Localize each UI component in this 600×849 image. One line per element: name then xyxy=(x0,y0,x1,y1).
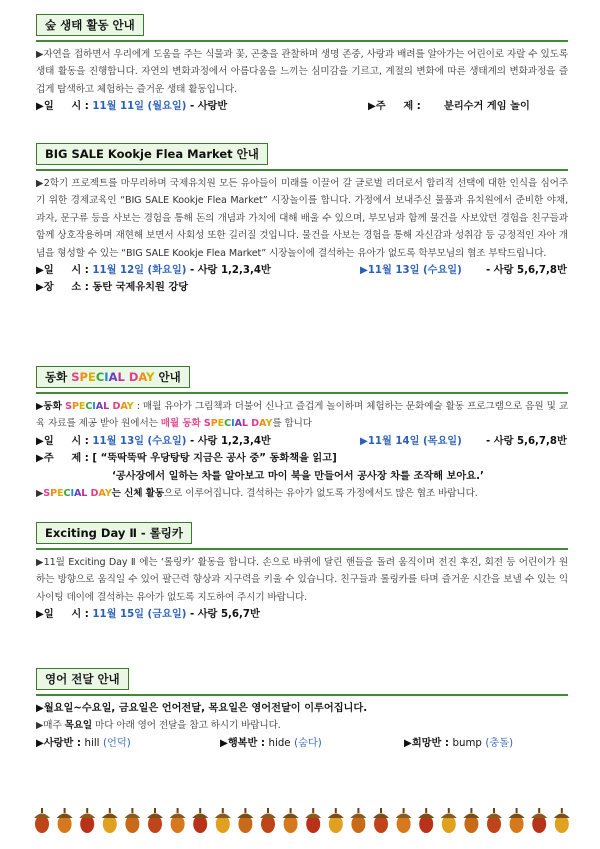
section-paragraph: ▶2학기 프로젝트를 마무리하며 국제유치원 모든 유아들이 미래를 이끌어 갈 글로벌 리더로서 합리적 선택에 대한 인식을 심어주기 위한 경제교육인 “BIG SALE Kookje Flea Market” 시장놀이를 합니다. 가정에서 보내주신 물품과 유치원에서 준비한 야채, 과자, 문구류 등을 사보는 경험을 통해 돈의 개념과 가치에 대해 배울 수 있으며, 부모님과 함께 물건을 사보았던 경험을 친구들과 함께 상호작용하며 재현해 보면서 사회성 또한 길러질 것입니다. 물건을 사보는 경험을 통해 자신감과 성취감 등 긍정적인 자아 개념을 형성할 수 있는 “BIG SALE Kookje Flea Market” 시장놀이에 결석하는 유아가 없도록 학부모님의 협조 부탁드립니다. xyxy=(36,178,568,259)
acorn-icon xyxy=(124,808,140,833)
acorn-icon xyxy=(260,808,276,833)
date-label: ▶일 시 : xyxy=(36,609,89,621)
theme-row-2 xyxy=(36,468,568,485)
section-footer-note xyxy=(36,485,568,502)
special-day-rainbow: SPECIAL DAY xyxy=(203,418,273,430)
para-end: 를 합니다 xyxy=(272,418,312,430)
english-line-1: ▶월요일~수요일, 금요일은 언어전달, 목요일은 영어전달이 이루어집니다. xyxy=(36,703,368,714)
footer-prefix: ▶ xyxy=(36,487,44,499)
section-special-day xyxy=(36,366,568,502)
word-meaning: (충돌) xyxy=(485,737,514,749)
schedule-row xyxy=(36,262,568,279)
section-paragraph: ▶자연을 접하면서 우리에게 도움을 주는 식물과 꽃, 곤충을 관찰하며 생명 존중, 사랑과 배려를 알아가는 어린이로 자랄 수 있도록 생태 활동을 진행합니다. 자연의 변화과정에서 아름다움을 느끼는 심미감을 기르고, 계절의 변화에 따른 생태계의 변화과정을 즐겁게 탐색하고 체험하는 즐거운 생태 활동입니다. xyxy=(36,49,568,95)
date-value: 11월 15일 (금요일) xyxy=(92,609,187,621)
class-word-2 xyxy=(404,735,513,752)
acorn-icon xyxy=(463,808,479,833)
acorn-icon xyxy=(283,808,299,833)
class-word-0 xyxy=(36,735,131,752)
class-word-1 xyxy=(220,735,322,752)
section-divider xyxy=(36,694,568,696)
class-value: - 사랑 1,2,3,4반 xyxy=(189,435,271,447)
schedule-row xyxy=(36,98,568,115)
para-mid: : 매월 유아가 그림책과 더불어 신나고 즐겁게 놀이하며 체험하는 문화예술 활동 프로그램으로 음원 및 교육 자료를 제공 받아 원에서는 xyxy=(36,401,568,430)
date-value: 11월 12일 (화요일) xyxy=(92,265,187,277)
acorn-icon xyxy=(170,808,186,833)
acorn-icon xyxy=(102,808,118,833)
date-label: ▶일 시 : xyxy=(36,101,89,113)
word-meaning: (숨다) xyxy=(294,737,322,749)
date-value-2: ▶11월 13일 (수요일) xyxy=(360,265,462,277)
section-title: 영어 전달 안내 xyxy=(36,668,129,690)
class-value-2: - 사랑 5,6,7,8반 xyxy=(486,265,567,277)
word-meaning: (언덕) xyxy=(103,737,131,749)
acorn-icon xyxy=(237,808,253,833)
acorn-icon xyxy=(350,808,366,833)
section-title: BIG SALE Kookje Flea Market 안내 xyxy=(36,143,268,165)
class-value: - 사랑 1,2,3,4반 xyxy=(189,265,271,277)
english-line-2 xyxy=(36,717,568,734)
acorn-icon xyxy=(373,808,389,833)
section-title: 숲 생태 활동 안내 xyxy=(36,14,144,36)
theme-value: [ “뚝딱뚝딱 우당탕탕 지금은 공사 중” 동화책을 읽고] xyxy=(92,453,337,465)
special-day-rainbow: SPECIAL DAY xyxy=(65,401,134,412)
acorn-icon xyxy=(328,808,344,833)
class-label: ▶사랑반 : xyxy=(36,737,81,749)
theme-value: 분리수거 게임 놀이 xyxy=(444,101,530,113)
place-row xyxy=(36,279,568,296)
section-flea-market xyxy=(36,143,568,297)
place-label: ▶장 소 : xyxy=(36,282,89,294)
section-divider xyxy=(36,169,568,171)
section-paragraph: ▶11월 Exciting Day Ⅱ 에는 ‘롤링카’ 활동을 합니다. 손으로 바퀴에 달린 핸들을 돌려 움직이며 전진 후진, 회전 등 어린이가 원하는 방향으로 움직일 수 있어 팔근력 향상과 지구력을 키울 수 있습니다. 친구들과 롤링카를 타며 즐거운 시간을 보낼 수 있는 익사이팅 데이에 결석하는 유아가 없도록 지도하여 주시기 바랍니다. xyxy=(36,557,568,603)
acorn-border xyxy=(32,805,572,835)
class-value-2: - 사랑 5,6,7,8반 xyxy=(486,435,567,447)
theme-label: ▶주 제 : xyxy=(36,453,89,465)
line2-prefix: ▶매주 xyxy=(36,720,65,732)
acorn-icon xyxy=(531,808,547,833)
acorn-icon xyxy=(305,808,321,833)
footer-rest: 으로 이루어집니다. 결석하는 유아가 없도록 가정에서도 많은 협조 바랍니다. xyxy=(164,487,478,499)
acorn-icon xyxy=(441,808,457,833)
class-value: - 사랑반 xyxy=(189,101,228,113)
date-value: 11월 11일 (월요일) xyxy=(92,101,187,113)
date-label: ▶일 시 : xyxy=(36,435,89,447)
acorn-icon xyxy=(34,808,50,833)
english-words-row xyxy=(36,735,568,752)
english-word: bump xyxy=(452,737,482,749)
special-day-rainbow: SPECIAL DAY xyxy=(71,370,155,384)
acorn-icon xyxy=(418,808,434,833)
title-suffix: 안내 xyxy=(154,370,181,384)
class-label: ▶행복반 : xyxy=(220,737,265,749)
acorn-icon xyxy=(192,808,208,833)
section-title: Exciting Day Ⅱ - 롤링카 xyxy=(36,522,192,544)
acorn-icon xyxy=(509,808,525,833)
english-word: hide xyxy=(268,737,291,749)
english-word: hill xyxy=(84,737,100,749)
section-forest-activity xyxy=(36,14,568,116)
schedule-row xyxy=(36,433,568,450)
acorn-icon xyxy=(554,808,570,833)
acorn-icon xyxy=(396,808,412,833)
date-value-2: ▶11월 14일 (목요일) xyxy=(360,435,462,447)
acorn-icon xyxy=(57,808,73,833)
class-value: - 사랑 5,6,7반 xyxy=(189,609,260,621)
line2-bold: 목요일 xyxy=(64,720,93,732)
footer-bold: 는 신체 활동 xyxy=(111,487,164,499)
para-pink: 매월 동화 xyxy=(160,418,204,430)
acorn-icon xyxy=(215,808,231,833)
place-value: 동탄 국제유치원 강당 xyxy=(92,282,189,294)
theme-label: ▶주 제 : xyxy=(368,101,421,113)
theme-row xyxy=(36,450,568,467)
date-label: ▶일 시 : xyxy=(36,265,89,277)
section-exciting-day xyxy=(36,522,568,624)
section-divider xyxy=(36,392,568,394)
date-value: 11월 13일 (수요일) xyxy=(92,435,187,447)
schedule-row xyxy=(36,606,568,623)
class-label: ▶희망반 : xyxy=(404,737,449,749)
para-prefix: ▶동화 xyxy=(36,401,66,412)
title-prefix: 동화 xyxy=(45,370,72,384)
theme-line2: ‘공사장에서 일하는 차를 알아보고 마이 북을 만들어서 공사장 차를 조작해 보아요.’ xyxy=(112,470,484,482)
section-divider xyxy=(36,40,568,42)
special-day-rainbow: SPECIAL DAY xyxy=(43,487,112,499)
section-paragraph xyxy=(36,398,568,433)
acorn-icon xyxy=(486,808,502,833)
line2-rest: 마다 아래 영어 전달을 참고 하시기 바랍니다. xyxy=(92,720,281,732)
section-divider xyxy=(36,548,568,550)
acorn-icon xyxy=(79,808,95,833)
section-title xyxy=(36,366,190,388)
section-english xyxy=(36,668,568,752)
acorn-icon xyxy=(147,808,163,833)
